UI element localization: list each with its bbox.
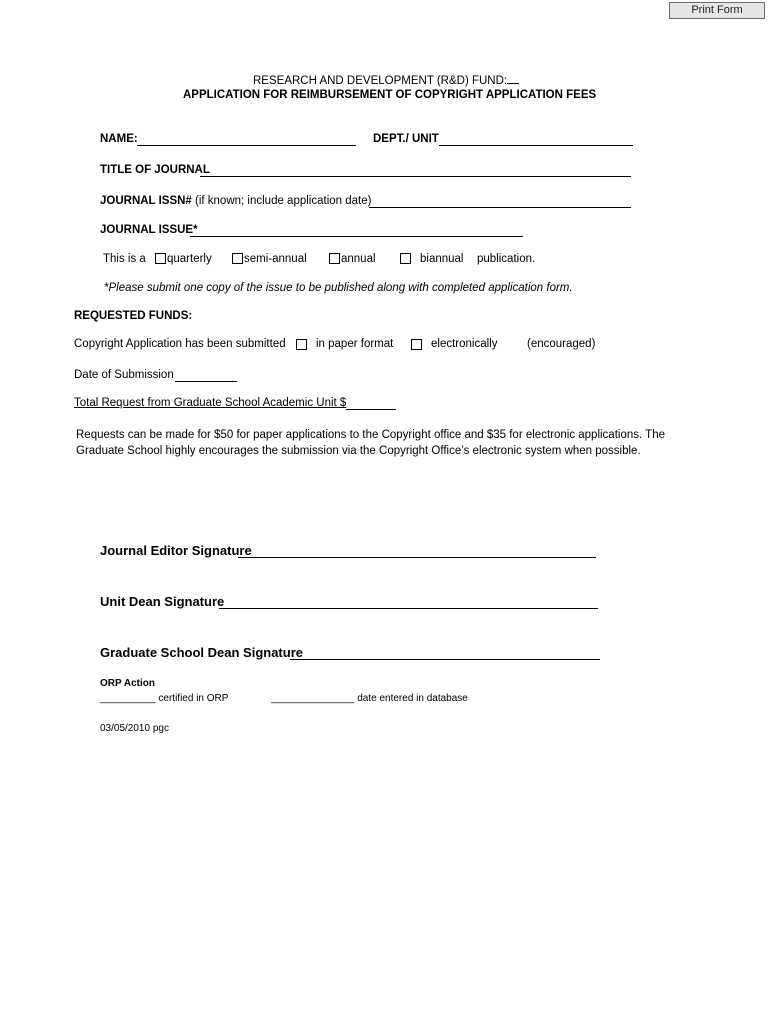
form-heading-line1 — [253, 72, 519, 87]
editor-signature-field[interactable] — [238, 543, 596, 558]
paper-format-checkbox[interactable] — [296, 339, 307, 350]
grad-dean-signature-field[interactable] — [290, 645, 600, 660]
orp-certified-blank[interactable]: __________ — [100, 693, 156, 704]
revision-footer: 03/05/2010 pgc — [100, 723, 169, 734]
orp-date-label: date entered in database — [357, 693, 468, 704]
dept-field[interactable] — [439, 133, 633, 146]
frequency-suffix: publication. — [477, 253, 536, 265]
biannual-checkbox[interactable] — [400, 253, 411, 264]
journal-title-label: TITLE OF JOURNAL — [100, 164, 210, 176]
form-title: APPLICATION FOR REIMBURSEMENT OF COPYRIGHT APPLICATION FEES — [183, 89, 597, 101]
journal-issue-label: JOURNAL ISSUE* — [100, 224, 198, 236]
name-field[interactable] — [137, 133, 356, 146]
total-request-field[interactable] — [346, 397, 396, 410]
electronic-label: electronically — [431, 338, 498, 350]
orp-action-heading: ORP Action — [100, 678, 156, 689]
frequency-prefix: This is a — [103, 253, 146, 265]
biannual-label: biannual — [420, 253, 464, 265]
requested-funds-heading: REQUESTED FUNDS: — [74, 310, 193, 322]
semi-annual-label: semi-annual — [244, 253, 307, 265]
submission-date-field[interactable] — [175, 369, 237, 382]
quarterly-checkbox[interactable] — [155, 253, 166, 264]
annual-checkbox[interactable] — [329, 253, 340, 264]
fee-info-paragraph: Requests can be made for $50 for paper applications to the Copyright office and $35 for electronic applications. The Graduate School highly encourages the submission via the Copyright Office’s electronic system when possible. — [76, 429, 665, 457]
orp-date-blank[interactable]: _______________ — [271, 693, 355, 704]
submission-note: *Please submit one copy of the issue to be published along with completed application form. — [104, 282, 573, 294]
orp-certified-label: certified in ORP — [158, 693, 229, 704]
fund-blank-line — [507, 72, 519, 84]
unit-dean-signature-label: Unit Dean Signature — [100, 594, 225, 609]
unit-dean-signature-field[interactable] — [219, 594, 598, 609]
copyright-submitted-label: Copyright Application has been submitted — [74, 338, 286, 350]
semi-annual-checkbox[interactable] — [232, 253, 243, 264]
issn-label-bold: JOURNAL ISSN# — [100, 195, 192, 207]
editor-signature-label: Journal Editor Signature — [100, 543, 252, 558]
orp-certified-row — [100, 693, 228, 704]
paper-format-label: in paper format — [316, 338, 394, 350]
grad-dean-signature-label: Graduate School Dean Signature — [100, 645, 303, 660]
annual-label: annual — [341, 253, 376, 265]
fund-title: RESEARCH AND DEVELOPMENT (R&D) FUND: — [253, 75, 508, 87]
encouraged-label: (encouraged) — [527, 338, 596, 350]
name-label: NAME: — [100, 133, 138, 145]
quarterly-label: quarterly — [167, 253, 212, 265]
issn-field[interactable] — [369, 195, 631, 208]
submission-date-label: Date of Submission — [74, 369, 174, 381]
issn-label-note: (if known; include application date) — [195, 195, 372, 207]
total-request-label: Total Request from Graduate School Academic Unit $ — [74, 397, 347, 409]
journal-issue-field[interactable] — [190, 224, 523, 237]
print-form-button[interactable]: Print Form — [669, 2, 765, 19]
journal-title-field[interactable] — [200, 164, 631, 177]
dept-label: DEPT./ UNIT — [373, 133, 439, 145]
electronic-checkbox[interactable] — [411, 339, 422, 350]
issn-label — [100, 195, 371, 207]
orp-date-row — [271, 693, 468, 704]
